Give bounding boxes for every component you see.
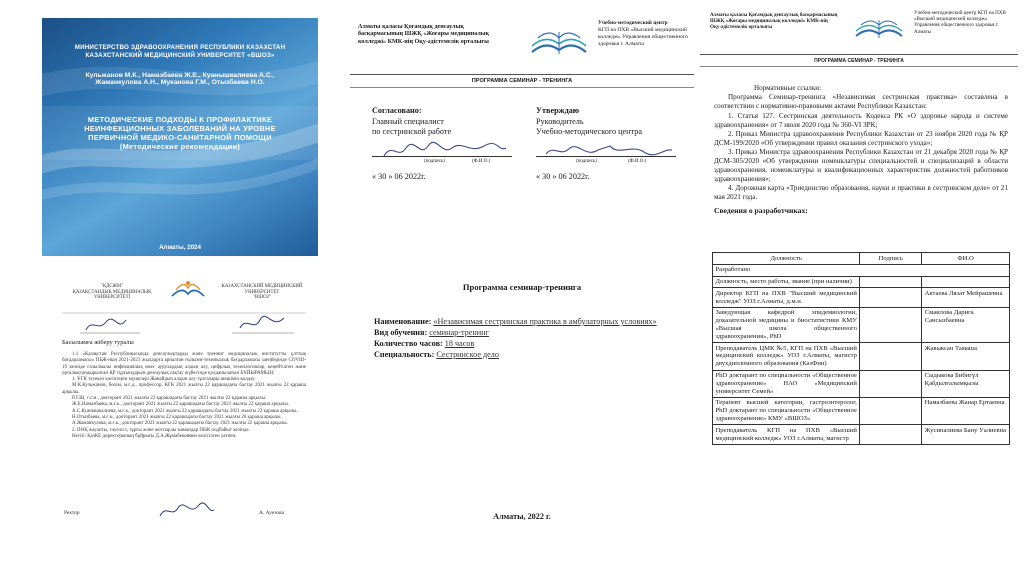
table-cell-position: Директор КГП на ПХВ "Высший медицинский колледж" УОЗ г.Алматы, д.м.н. bbox=[713, 288, 860, 308]
normative-references-page bbox=[700, 8, 1018, 564]
agreed-block bbox=[372, 106, 522, 183]
name-label: Наименование: bbox=[374, 317, 432, 326]
norms-paragraph-intro: Программа Семинар-тренинга «Независимая сестринская практика» составлена в соответствии с нормативно-правовыми актами Республики Казахстан: bbox=[714, 93, 1008, 111]
hours-label: Количество часов: bbox=[374, 339, 443, 348]
letter-paragraph-1: 1.1 «Қазақстан Республикасында денсаулықтарды және тренинг медициналық институтты ұлттық бағдарламасы» ПБЖ-ның 2021-2023 жылдарға арналған ғылыми-техникалық бағдарламасы шеңберінде COVID-19 кезінде созылмалы инфекциялық емес аурулардың алдын алу, цифрлық технологиялар, кеңейтілген және орталықтандырылған ҚР тұрғындарын денсаулық сақтау жүйесінде қолданылатын БҰЙЫРАМЫН: bbox=[62, 352, 306, 376]
letter-org-kz-line1: "ҚДСЖМ" bbox=[100, 284, 124, 289]
table-row bbox=[713, 397, 1010, 424]
table-cell-name: Жусипалиева Бану Уалиевна bbox=[922, 425, 1010, 445]
letter-paragraph-9: 2. ПӨҚ жауапты, тәуелсіз, тұрғы және жоспарлы мамандар ПБЖ подбайыт кезінде. bbox=[72, 427, 250, 433]
table-cell-name: Сыдыкова Бибигүл Қабдылғалымқызы bbox=[922, 370, 1010, 397]
letter-paragraph-10: Негізі: ҚазКЕ директорының бұйрығы Д.А.Жұмабековмен келісілген хатпен. bbox=[72, 433, 237, 439]
letter-top-signatures bbox=[62, 310, 306, 340]
letter-org-ru-line1: КАЗАХСТАНСКИЙ МЕДИЦИНСКИЙ bbox=[221, 284, 303, 289]
table-section-label: Разработано bbox=[713, 264, 1010, 276]
table-cell-sign bbox=[860, 288, 922, 308]
developers-table-header bbox=[713, 253, 1010, 265]
letter-heading: Басылымға жіберу туралы bbox=[62, 339, 134, 346]
norms-paragraph-1: 1. Статья 127. Сестринская деятельность Кодекса РК «О здоровье народа и системе здравоохранения» от 7 июля 2020 года № 360-VI ЗРК; bbox=[714, 111, 1008, 129]
norms-subtitle-rule bbox=[700, 66, 1018, 67]
table-cell-name: Смаилова Дарига Сансызбаевна bbox=[922, 307, 1010, 342]
name-value: «Независимая сестринская практика в амбулаторных условиях» bbox=[433, 317, 657, 326]
col-position: Должность bbox=[713, 253, 860, 265]
cover-title-line1: МЕТОДИЧЕСКИЕ ПОДХОДЫ К ПРОФИЛАКТИКЕ bbox=[87, 115, 273, 124]
letter-org-ru-line2: УНИВЕРСИТЕТ bbox=[244, 289, 280, 295]
agreed-label: Согласовано: bbox=[372, 106, 422, 115]
publication-order-letter bbox=[46, 270, 322, 564]
rector-signature-scrawl bbox=[156, 502, 216, 520]
table-cell-position: Преподаватель ЦМК №5, КГП на ПХВ «Высший медицинский колледж» УОЗ г.Алматы, магистр двухдипломного образования (КазФин) bbox=[713, 343, 860, 370]
agreed-signature-scrawl bbox=[380, 140, 510, 165]
approved-position-1: Руководитель bbox=[536, 116, 584, 126]
table-row bbox=[713, 425, 1010, 445]
program-field-name bbox=[374, 316, 684, 327]
table-row bbox=[713, 264, 1010, 276]
program-footer: Алматы, 2022 г. bbox=[493, 512, 551, 521]
letter-paragraph-8: А.Жаманкулова, м.ғ.к., докторант 2021 жылғы 22 қарашадағы бастау 2021 жылғы 22 қараша арқылы. bbox=[72, 421, 288, 427]
cover-authors-line1: Кульжанов М.К., Намазбаева Ж.Е., Куанышкалиева А.С., bbox=[85, 72, 275, 79]
table-cell-name: Актаева Лязат Мейрашевна bbox=[922, 288, 1010, 308]
program-field-hours bbox=[374, 338, 684, 349]
col-name: ФИ.О bbox=[922, 253, 1010, 265]
table-cell-sign bbox=[860, 343, 922, 370]
approved-fio-caption: (Ф.И.О.) bbox=[628, 159, 647, 165]
table-subhead: Должность, место работы, звание (при наличии) bbox=[713, 276, 860, 288]
methodical-cover-page bbox=[42, 18, 318, 256]
rector-label: Ректор bbox=[64, 510, 80, 516]
program-org-ru-line3: здоровья г. Алматы bbox=[598, 41, 644, 47]
program-subtitle-rule bbox=[350, 87, 694, 88]
agreed-date: « 30 » 06 2022г. bbox=[372, 171, 426, 181]
table-cell-position: PhD доктарант по специальности «Общественное здравоохранение» НАО «Медицинский университет Семей» bbox=[713, 370, 860, 397]
norms-header-rule bbox=[700, 54, 1018, 55]
approved-label: Утверждаю bbox=[536, 106, 580, 115]
program-org-ru bbox=[598, 20, 694, 48]
table-row bbox=[713, 288, 1010, 308]
norms-letterhead bbox=[710, 10, 1008, 52]
cover-university-line: КАЗАХСТАНСКИЙ МЕДИЦИНСКИЙ УНИВЕРСИТЕТ «ВШОЗ» bbox=[85, 52, 275, 59]
letter-letterhead bbox=[50, 272, 318, 308]
approved-signature-scrawl bbox=[540, 140, 676, 165]
letter-footer bbox=[64, 510, 304, 516]
program-field-spec bbox=[374, 349, 684, 360]
cover-authors-line2: Жаманкулова А.Н., Муканова Г.М., Отызбаева Н.О. bbox=[95, 79, 265, 86]
letter-paragraph-5: Ж.Е.Намазбаева, м.ғ.к., докторант 2021 жылғы 22 қарашадағы бастау 2021 жылғы 22 қараша арқылы. bbox=[72, 402, 289, 408]
program-letterhead bbox=[358, 20, 686, 72]
approved-sign-caption: (подпись) bbox=[576, 159, 597, 165]
letter-paragraph-3: М.К.Кульжанов, бөлім, м.ғ.д., профессор, КГК 2021 жылғы 22 қарашадағы бастау 2021 жылғы 22 қараша арқылы. bbox=[62, 383, 306, 395]
table-row bbox=[713, 370, 1010, 397]
cover-ministry bbox=[52, 44, 308, 60]
letter-paragraph-4: Р.Т.Ш, т.с.м., докторант 2021 жылғы 22 қарашадағы бастау 2021 жылғы 22 қараша арқылы. bbox=[72, 396, 267, 402]
program-fields bbox=[374, 316, 684, 360]
letter-org-ru-line3: "ВШОЗ" bbox=[253, 295, 271, 301]
norms-paragraph-4: 4. Дорожная карта «Триединство образования, науки и практики в сестринском деле» от 21 мая 2021 года. bbox=[714, 184, 1008, 202]
hours-value: 18 часов bbox=[444, 339, 475, 348]
table-cell-name bbox=[922, 276, 1010, 288]
letter-org-kz bbox=[64, 284, 160, 301]
norms-org-kz: Алматы қаласы Қоғамдық денсаулық басқармасының ШЖҚ «Жоғары медициналық колледжі» КМК-нің Оқу-әдістемелік орталығы bbox=[710, 12, 838, 31]
program-org-ru-line1: Учебно-методический центр bbox=[598, 20, 668, 26]
rector-name: А. Ауезова bbox=[259, 510, 284, 516]
cover-title-line4: (Методические рекомендации) bbox=[119, 142, 241, 151]
agreed-fio-caption: (Ф.И.О.) bbox=[472, 159, 491, 165]
approved-block bbox=[536, 106, 686, 183]
agreed-sign-caption: (подпись) bbox=[424, 159, 445, 165]
cover-title bbox=[56, 115, 304, 151]
table-cell-sign bbox=[860, 370, 922, 397]
university-logo-icon bbox=[168, 276, 208, 304]
cover-title-line3: ПЕРВИЧНОЙ МЕДИКО-САНИТАРНОЙ ПОМОЩИ bbox=[88, 133, 272, 142]
spec-label: Специальность: bbox=[374, 350, 435, 359]
developers-heading: Сведения о разработчиках: bbox=[714, 206, 808, 216]
letter-paragraph-7: Н.Отызбаева, м.ғ.к., докторант 2021 жылғы 22 қарашадағы бастау 2021 жылғы 26 қараша арқылы. bbox=[72, 414, 282, 420]
norms-heading: Нормативные ссылки: bbox=[754, 84, 822, 92]
mode-value: семинар-тренинг bbox=[429, 328, 489, 337]
table-cell-sign bbox=[860, 397, 922, 424]
table-cell-position: Заведующая кафедрой эпидемиологии, доказательной медицины и биостатистики КМУ «Высшая школа общественного здравоохранения», PhD bbox=[713, 307, 860, 342]
open-book-logo-icon bbox=[526, 22, 592, 62]
program-field-mode bbox=[374, 327, 684, 338]
program-header-rule bbox=[350, 74, 694, 75]
mode-label: Вид обучения: bbox=[374, 328, 428, 337]
table-row bbox=[713, 307, 1010, 342]
program-subtitle: ПРОГРАММА СЕМИНАР - ТРЕНИНГА bbox=[471, 78, 573, 84]
spec-value: Сестринское дело bbox=[436, 350, 499, 359]
table-row bbox=[713, 276, 1010, 288]
approved-date: « 30 » 06 2022г. bbox=[536, 171, 590, 181]
program-org-ru-line2: КГП на ПХВ «Высший медицинский колледж» Управления общественного bbox=[598, 27, 688, 40]
table-cell-sign bbox=[860, 307, 922, 342]
program-title-page bbox=[350, 16, 694, 560]
program-title: Программа семинар-тренинга bbox=[462, 282, 582, 292]
program-org-kz: Алматы қаласы Қоғамдық денсаулық басқармасының ШЖҚ «Жоғары медициналық колледжі» КМК-нің Оқу-әдістемелік орталығы bbox=[358, 24, 490, 45]
letter-org-ru bbox=[214, 284, 310, 301]
norms-subtitle: ПРОГРАММА СЕМИНАР - ТРЕНИНГА bbox=[814, 58, 904, 64]
cover-city-year: Алматы, 2024 bbox=[159, 244, 201, 251]
table-cell-sign bbox=[860, 425, 922, 445]
cover-authors bbox=[52, 72, 308, 86]
table-row bbox=[713, 343, 1010, 370]
norms-paragraph-3: 3. Приказ Министра здравоохранения Республики Казахстан от 21 декабря 2020 года № ҚР ДСМ-305/2020 «Об утверждении номенклатуры специальностей и специализаций в области здравоохранения, номенклатуры и квалификационных характеристик должностей работников здравоохранения»; bbox=[714, 148, 1008, 184]
cover-title-line2: НЕИНФЕКЦИОННЫХ ЗАБОЛЕВАНИЙ НА УРОВНЕ bbox=[84, 124, 276, 133]
norms-org-ru: Учебно-методический центр КГП на ПХВ «Высший медицинский колледж» Управления общественного здоровья г. Алматы bbox=[914, 10, 1006, 35]
letter-paragraph-2: 1. ҰГК тәуекел кәсіптерін мүшелері Жанайдың алдын алу тұлғалары шешімін қолдау. bbox=[72, 377, 256, 383]
open-book-logo-icon bbox=[852, 12, 906, 44]
norms-body bbox=[714, 84, 1008, 217]
cover-ministry-line: МИНИСТЕРСТВО ЗДРАВООХРАНЕНИЯ РЕСПУБЛИКИ КАЗАХСТАН bbox=[74, 44, 286, 51]
table-cell-sign bbox=[860, 276, 922, 288]
letter-body bbox=[62, 352, 306, 440]
agreed-position-1: Главный специалист bbox=[372, 116, 444, 126]
letter-org-kz-line2: ҚАЗАҚСТАНДЫҚ МЕДИЦИНАЛЫҚ bbox=[72, 289, 152, 295]
developers-table bbox=[712, 252, 1010, 445]
col-signature: Подпись bbox=[860, 253, 922, 265]
norms-paragraph-2: 2. Приказ Министра здравоохранения Республики Казахстан от 23 ноября 2020 года № ҚР ДСМ-199/2020 «Об утверждении правил оказания сестринского ухода»; bbox=[714, 130, 1008, 147]
table-cell-position: Преподаватель КГП на ПХВ «Высший медицинский колледж» УОЗ г.Алматы, магистр bbox=[713, 425, 860, 445]
table-cell-position: Терапевт высшей категории, гастроэнтеролог, PhD доктарант по специальности «Общественное здравоохранение» КМУ «ВШОЗ» bbox=[713, 397, 860, 424]
agreed-position-2: по сестринской работе bbox=[372, 127, 452, 137]
table-cell-name: Жавыксан Тамаша bbox=[922, 343, 1010, 370]
letter-org-kz-line3: УНИВЕРСИТЕТІ bbox=[93, 295, 131, 301]
table-cell-name: Намазбаева Жанар Ертаевна bbox=[922, 397, 1010, 424]
approved-position-2: Учебно-методического центра bbox=[536, 127, 642, 137]
letter-paragraph-6: А.С.Куанышкалиева, м.ғ.к., докторант 2021 жылғы 22 қарашадағы бастау 2021 жылғы 22 қараша арқылы. bbox=[72, 408, 298, 414]
